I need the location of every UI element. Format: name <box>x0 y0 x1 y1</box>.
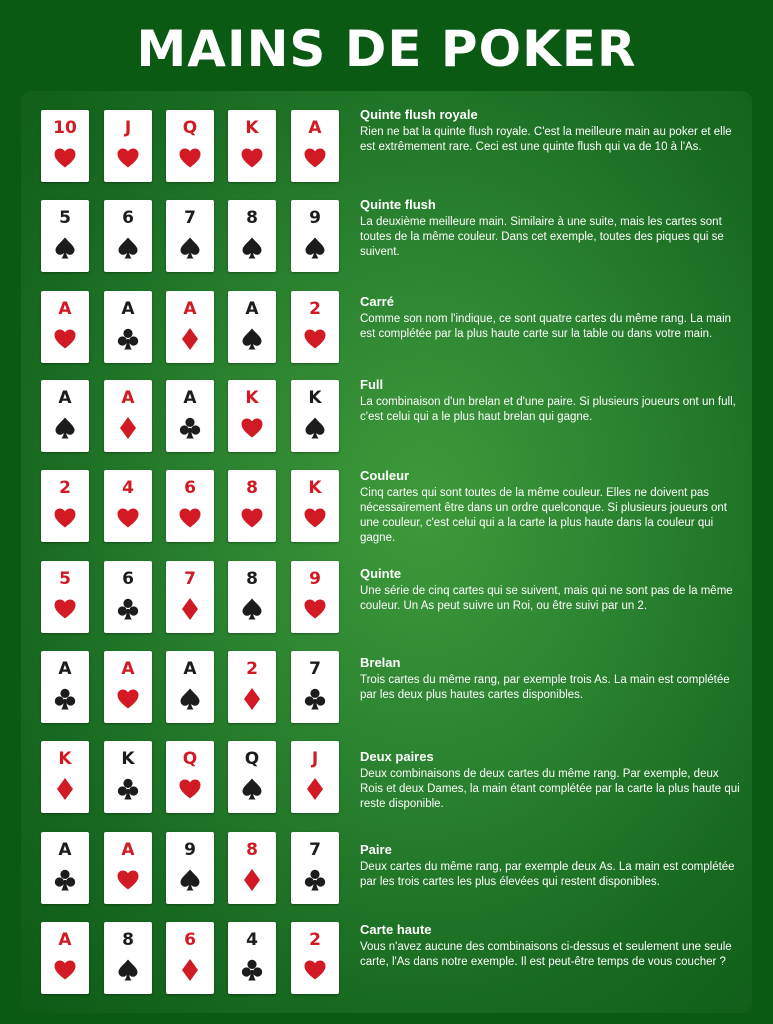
heart-icon <box>53 146 77 170</box>
card-rank: Q <box>182 749 198 769</box>
card-rank: K <box>308 388 322 408</box>
playing-card <box>228 651 276 723</box>
spade-icon <box>116 236 140 260</box>
card-rank: A <box>58 659 72 679</box>
hands-panel <box>21 91 752 1013</box>
card-rank: 6 <box>184 478 196 498</box>
heart-icon <box>303 146 327 170</box>
heart-icon <box>303 958 327 982</box>
playing-card <box>166 380 214 452</box>
card-rank: 6 <box>122 208 134 228</box>
card-rank: 5 <box>59 569 71 589</box>
card-rank: 7 <box>309 659 321 679</box>
club-icon <box>303 868 327 892</box>
playing-card <box>41 561 89 633</box>
diamond-icon <box>240 687 264 711</box>
hand-text: Trois cartes du même rang, par exemple trois As. La main est complétée par les deux plus hautes cartes disponibles. <box>360 674 730 701</box>
club-icon <box>116 327 140 351</box>
hand-description <box>360 294 740 342</box>
playing-card <box>166 832 214 904</box>
playing-card <box>41 380 89 452</box>
heart-icon <box>240 506 264 530</box>
hand-description <box>360 107 740 155</box>
card-rank: 4 <box>122 478 134 498</box>
playing-card <box>41 741 89 813</box>
hand-name: Quinte <box>360 566 402 581</box>
playing-card <box>228 110 276 182</box>
playing-card <box>291 832 339 904</box>
card-rank: A <box>183 388 197 408</box>
heart-icon <box>53 506 77 530</box>
playing-card <box>166 922 214 994</box>
card-rank: A <box>121 659 135 679</box>
card-rank: A <box>58 299 72 319</box>
card-rank: 8 <box>246 208 258 228</box>
heart-icon <box>116 506 140 530</box>
card-rank: A <box>183 659 197 679</box>
hand-description <box>360 842 740 890</box>
card-rank: 9 <box>184 840 196 860</box>
spade-icon <box>240 236 264 260</box>
hand-description <box>360 655 740 703</box>
playing-card <box>104 832 152 904</box>
card-rank: Q <box>182 118 198 138</box>
hand-description <box>360 922 740 970</box>
card-rank: 7 <box>184 208 196 228</box>
diamond-icon <box>240 868 264 892</box>
spade-icon <box>303 416 327 440</box>
card-rank: A <box>245 299 259 319</box>
hand-text: Deux combinaisons de deux cartes du même rang. Par exemple, deux Rois et deux Dames, la main étant complétée par la carte la plus haute qui reste disponible. <box>360 768 740 810</box>
spade-icon <box>303 236 327 260</box>
club-icon <box>53 868 77 892</box>
spade-icon <box>178 687 202 711</box>
card-rank: 7 <box>184 569 196 589</box>
playing-card <box>228 291 276 363</box>
hand-name: Quinte flush royale <box>360 107 478 122</box>
spade-icon <box>53 416 77 440</box>
heart-icon <box>116 687 140 711</box>
card-rank: A <box>183 299 197 319</box>
heart-icon <box>240 416 264 440</box>
heart-icon <box>178 506 202 530</box>
card-rank: 4 <box>246 930 258 950</box>
playing-card <box>291 291 339 363</box>
diamond-icon <box>178 327 202 351</box>
card-rank: A <box>58 840 72 860</box>
club-icon <box>303 687 327 711</box>
diamond-icon <box>53 777 77 801</box>
playing-card <box>228 200 276 272</box>
playing-card <box>228 832 276 904</box>
hand-row <box>21 291 752 381</box>
playing-card <box>104 110 152 182</box>
heart-icon <box>53 597 77 621</box>
heart-icon <box>303 327 327 351</box>
card-rank: 7 <box>309 840 321 860</box>
playing-card <box>41 922 89 994</box>
playing-card <box>166 291 214 363</box>
playing-card <box>228 470 276 542</box>
card-rank: 9 <box>309 208 321 228</box>
spade-icon <box>116 958 140 982</box>
hand-text: Comme son nom l'indique, ce sont quatre cartes du même rang. La main est complétée par la plus haute carte sur la table ou dans votre main. <box>360 313 732 340</box>
card-rank: A <box>121 388 135 408</box>
playing-card <box>166 741 214 813</box>
heart-icon <box>178 146 202 170</box>
diamond-icon <box>116 416 140 440</box>
card-rank: 9 <box>309 569 321 589</box>
spade-icon <box>178 236 202 260</box>
spade-icon <box>240 597 264 621</box>
hand-row <box>21 922 752 1012</box>
playing-card <box>41 651 89 723</box>
page-title: MAINS DE POKER <box>136 20 637 78</box>
hand-name: Carte haute <box>360 922 432 937</box>
card-rank: 2 <box>309 299 321 319</box>
spade-icon <box>240 777 264 801</box>
playing-card <box>104 470 152 542</box>
card-rank: 8 <box>246 840 258 860</box>
playing-card <box>291 561 339 633</box>
playing-card <box>41 291 89 363</box>
club-icon <box>178 416 202 440</box>
heart-icon <box>178 777 202 801</box>
hand-name: Brelan <box>360 655 401 670</box>
hand-name: Quinte flush <box>360 197 436 212</box>
playing-card <box>228 561 276 633</box>
playing-card <box>41 832 89 904</box>
card-rank: 5 <box>59 208 71 228</box>
playing-card <box>104 741 152 813</box>
spade-icon <box>53 236 77 260</box>
playing-card <box>41 110 89 182</box>
playing-card <box>166 200 214 272</box>
hand-text: La combinaison d'un brelan et d'une paire. Si plusieurs joueurs ont un full, c'est celui qui a le plus haut brelan qui gagne. <box>360 396 736 423</box>
hand-description <box>360 197 740 260</box>
card-rank: K <box>308 478 322 498</box>
spade-icon <box>240 327 264 351</box>
hand-description <box>360 468 740 546</box>
card-rank: J <box>311 749 319 769</box>
playing-card <box>228 922 276 994</box>
spade-icon <box>178 868 202 892</box>
playing-card <box>228 380 276 452</box>
playing-card <box>41 200 89 272</box>
playing-card <box>104 380 152 452</box>
playing-card <box>166 651 214 723</box>
diamond-icon <box>178 597 202 621</box>
playing-card <box>104 291 152 363</box>
hand-row <box>21 832 752 922</box>
hand-row <box>21 651 752 741</box>
playing-card <box>104 200 152 272</box>
heart-icon <box>303 597 327 621</box>
card-rank: J <box>124 118 132 138</box>
hand-name: Full <box>360 377 384 392</box>
card-rank: 2 <box>309 930 321 950</box>
hand-text: La deuxième meilleure main. Similaire à une suite, mais les cartes sont toutes de la même couleur. Dans cet exemple, toutes des piques qui se suivent. <box>360 216 724 258</box>
heart-icon <box>53 327 77 351</box>
hand-text: Vous n'avez aucune des combinaisons ci-dessus et seulement une seule carte, l'As dans notre exemple. Il est peut-être temps de vous coucher ? <box>360 941 732 968</box>
playing-card <box>291 110 339 182</box>
playing-card <box>166 470 214 542</box>
playing-card <box>228 741 276 813</box>
hand-text: Deux cartes du même rang, par exemple deux As. La main est complétée par les trois cartes les plus élevées qui restent disponibles. <box>360 861 735 888</box>
playing-card <box>166 110 214 182</box>
card-rank: A <box>58 930 72 950</box>
hand-text: Rien ne bat la quinte flush royale. C'est la meilleure main au poker et elle est extrêmement rare. Ceci est une quinte flush qui va de 10 à l'As. <box>360 126 732 153</box>
playing-card <box>104 651 152 723</box>
card-rank: K <box>245 118 259 138</box>
heart-icon <box>116 868 140 892</box>
playing-card <box>291 922 339 994</box>
playing-card <box>104 922 152 994</box>
hand-row <box>21 561 752 651</box>
card-rank: A <box>121 840 135 860</box>
hand-description <box>360 566 740 614</box>
heart-icon <box>53 958 77 982</box>
club-icon <box>240 958 264 982</box>
card-rank: 6 <box>122 569 134 589</box>
hand-name: Paire <box>360 842 392 857</box>
card-rank: 6 <box>184 930 196 950</box>
playing-card <box>291 651 339 723</box>
club-icon <box>53 687 77 711</box>
hand-name: Carré <box>360 294 394 309</box>
diamond-icon <box>303 777 327 801</box>
hand-name: Deux paires <box>360 749 434 764</box>
card-rank: K <box>58 749 72 769</box>
hand-name: Couleur <box>360 468 410 483</box>
hand-row <box>21 470 752 560</box>
playing-card <box>41 470 89 542</box>
playing-card <box>166 561 214 633</box>
card-rank: K <box>245 388 259 408</box>
card-rank: 8 <box>246 478 258 498</box>
playing-card <box>104 561 152 633</box>
club-icon <box>116 597 140 621</box>
card-rank: A <box>58 388 72 408</box>
playing-card <box>291 470 339 542</box>
heart-icon <box>303 506 327 530</box>
hand-row <box>21 107 752 200</box>
heart-icon <box>240 146 264 170</box>
playing-card <box>291 380 339 452</box>
card-rank: 8 <box>122 930 134 950</box>
card-rank: Q <box>244 749 260 769</box>
card-rank: K <box>121 749 135 769</box>
card-rank: 2 <box>246 659 258 679</box>
hand-description <box>360 377 740 425</box>
card-rank: 8 <box>246 569 258 589</box>
hand-row <box>21 377 752 470</box>
card-rank: 2 <box>59 478 71 498</box>
club-icon <box>116 777 140 801</box>
card-rank: A <box>308 118 322 138</box>
card-rank: 10 <box>53 118 77 138</box>
hand-text: Une série de cinq cartes qui se suivent, mais qui ne sont pas de la même couleur. Un As peut suivre un Roi, ou être suivi par un 2. <box>360 585 733 612</box>
playing-card <box>291 741 339 813</box>
hand-text: Cinq cartes qui sont toutes de la même couleur. Elles ne doivent pas nécessairement être dans un ordre quelconque. Si plusieurs joueurs ont une couleur, c'est celui qui a la carte la plus haute dans la couleur qui gagne. <box>360 487 727 544</box>
diamond-icon <box>178 958 202 982</box>
hand-description <box>360 749 740 812</box>
heart-icon <box>116 146 140 170</box>
playing-card <box>291 200 339 272</box>
card-rank: A <box>121 299 135 319</box>
hand-row <box>21 741 752 831</box>
hand-row <box>21 197 752 290</box>
